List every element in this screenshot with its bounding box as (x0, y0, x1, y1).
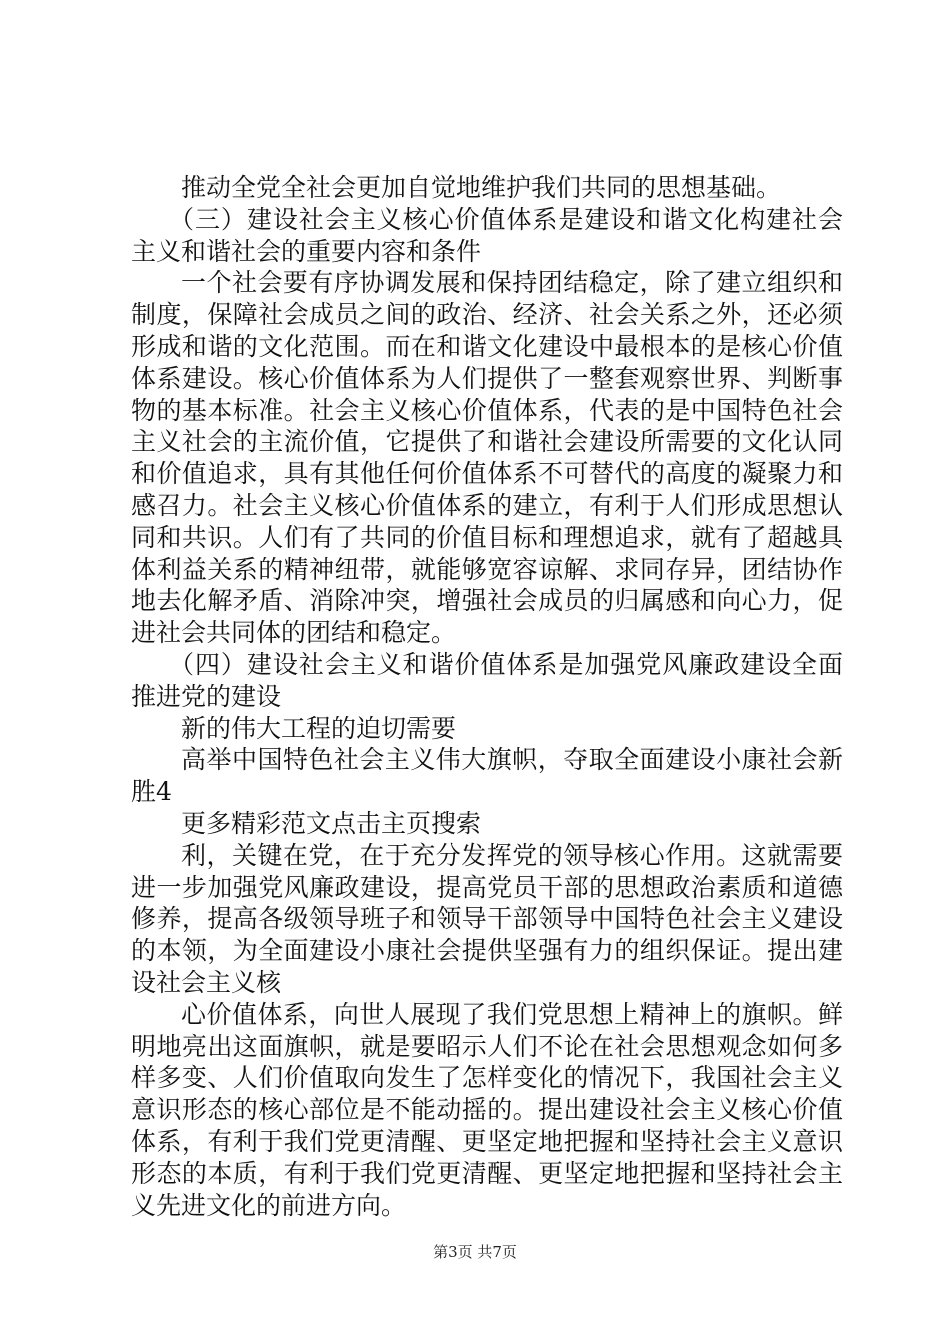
document-body (131, 172, 843, 1221)
paragraph-party-key: 利，关键在党，在于充分发挥党的领导核心作用。这就需要进一步加强党风廉政建设，提高党员干部的思想政治素质和道德修养，提高各级领导班子和领导干部领导中国特色社会主义建设的本领，为全面建设小康社会提供坚强有力的组织保证。提出建设社会主义核 (131, 840, 843, 997)
page-number-footer: 第3页 共7页 (433, 1243, 517, 1261)
section-heading-4: （四）建设社会主义和谐价值体系是加强党风廉政建设全面推进党的建设 (131, 649, 843, 711)
paragraph-banner: 高举中国特色社会主义伟大旗帜，夺取全面建设小康社会新胜4 (131, 745, 843, 807)
paragraph-harmony-culture: 一个社会要有序协调发展和保持团结稳定，除了建立组织和制度，保障社会成员之间的政治、经济、社会关系之外，还必须形成和谐的文化范围。而在和谐文化建设中最根本的是核心价值体系建设。核心价值体系为人们提供了一整套观察世界、判断事物的基本标准。社会主义核心价值体系，代表的是中国特色社会主义社会的主流价值，它提供了和谐社会建设所需要的文化认同和价值追求，具有其他任何价值体系不可替代的高度的凝聚力和感召力。社会主义核心价值体系的建立，有利于人们形成思想认同和共识。人们有了共同的价值目标和理想追求，就有了超越具体利益关系的精神纽带，就能够宽容谅解、求同存异，团结协作地去化解矛盾、消除冲突，增强社会成员的归属感和向心力，促进社会共同体的团结和稳定。 (131, 268, 843, 648)
paragraph-intro: 推动全党全社会更加自觉地维护我们共同的思想基础。 (181, 173, 782, 202)
promo-text: 更多精彩范文点击主页搜索 (181, 808, 482, 838)
section-heading-3: （三）建设社会主义核心价值体系是建设和谐文化构建社会主义和谐社会的重要内容和条件 (131, 204, 843, 266)
paragraph-great-project: 新的伟大工程的迫切需要 (181, 713, 457, 743)
paragraph-core-values: 心价值体系，向世人展现了我们党思想上精神上的旗帜。鲜明地亮出这面旗帜，就是要昭示人们不论在社会思想观念如何多样多变、人们价值取向发生了怎样变化的情况下，我国社会主义意识形态的核心部位是不能动摇的。提出建设社会主义核心价值体系，有利于我们党更清醒、更坚定地把握和坚持社会主义意识形态的本质，有利于我们党更清醒、更坚定地把握和坚持社会主义先进文化的前进方向。 (131, 999, 843, 1220)
